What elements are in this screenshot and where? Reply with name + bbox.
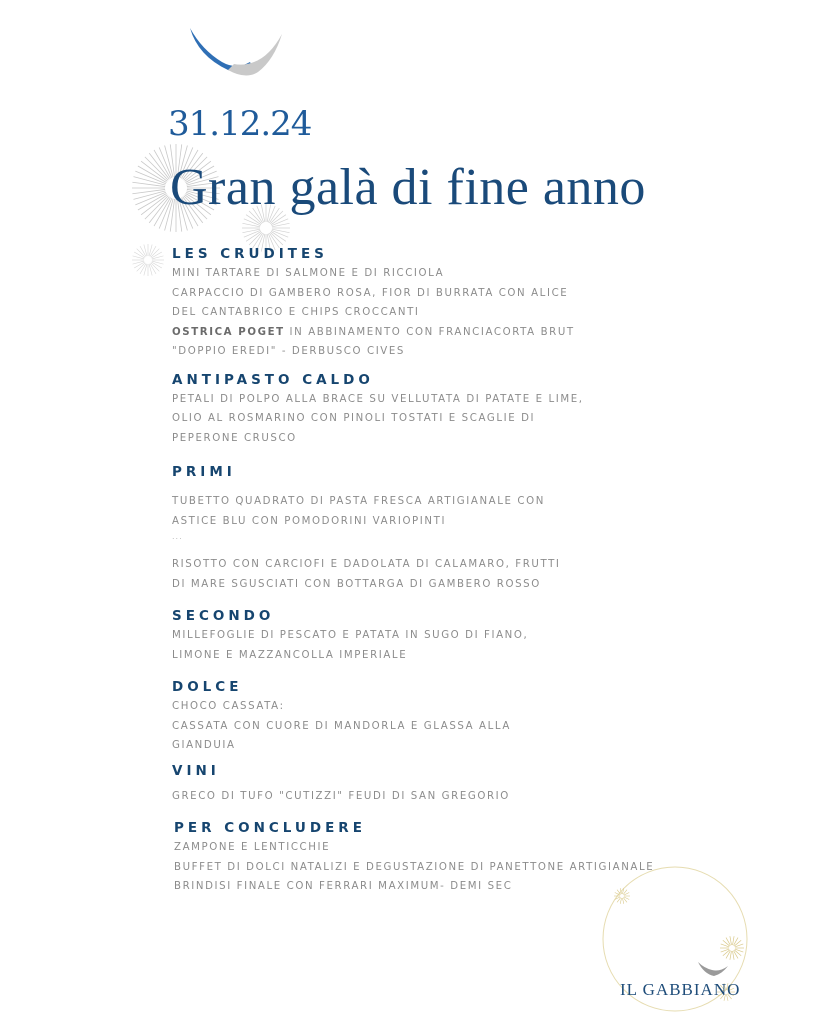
menu-item: ASTICE BLU CON POMODORINI VARIOPINTI: [172, 515, 447, 527]
menu-item: ZAMPONE E LENTICCHIE: [174, 842, 331, 853]
page-title: Gran galà di fine anno: [170, 159, 646, 216]
section-title: PRIMI: [172, 464, 236, 480]
section-secondo: [172, 606, 772, 665]
menu-item: BUFFET DI DOLCI NATALIZI E DEGUSTAZIONE DI PANETTONE ARTIGIANALE: [174, 861, 655, 873]
section-les-crudites: [172, 244, 772, 362]
separator: ...: [172, 532, 183, 541]
menu-item: LIMONE E MAZZANCOLLA IMPERIALE: [172, 649, 408, 661]
section-title: LES CRUDITES: [172, 246, 328, 262]
menu-item: [172, 323, 772, 343]
section-title: SECONDO: [172, 608, 275, 624]
menu-item: MINI TARTARE DI SALMONE E DI RICCIOLA: [172, 268, 445, 279]
menu-item: PEPERONE CRUSCO: [172, 432, 297, 444]
menu-item: CHOCO CASSATA:: [172, 701, 285, 712]
menu-item: DEL CANTABRICO E CHIPS CROCCANTI: [172, 307, 420, 318]
menu-item: MILLEFOGLIE DI PESCATO E PATATA IN SUGO DI FIANO,: [172, 630, 529, 641]
section-title: DOLCE: [172, 679, 243, 695]
item-text: IN ABBINAMENTO CON FRANCIACORTA BRUT: [284, 326, 575, 338]
menu-item: CASSATA CON CUORE DI MANDORLA E GLASSA ALLA: [172, 720, 511, 732]
menu-item: GIANDUIA: [172, 740, 236, 751]
section-title: VINI: [172, 762, 220, 779]
section-primi: [172, 462, 772, 594]
section-dolce: [172, 677, 772, 756]
menu-item: CARPACCIO DI GAMBERO ROSA, FIOR DI BURRATA CON ALICE: [172, 287, 569, 299]
menu-item: DI MARE SGUSCIATI CON BOTTARGA DI GAMBERO ROSSO: [172, 578, 541, 590]
gull-chevron-icon: [188, 26, 284, 86]
menu-item: PETALI DI POLPO ALLA BRACE SU VELLUTATA DI PATATE E LIME,: [172, 393, 584, 405]
event-date: 31.12.24: [168, 104, 312, 144]
menu: [172, 244, 772, 897]
section-title: ANTIPASTO CALDO: [172, 371, 374, 388]
section-title: PER CONCLUDERE: [174, 820, 366, 836]
menu-item: TUBETTO QUADRATO DI PASTA FRESCA ARTIGIANALE CON: [172, 496, 545, 507]
brand-name: IL GABBIANO: [620, 980, 741, 999]
menu-item: OLIO AL ROSMARINO CON PINOLI TOSTATI E SCAGLIE DI: [172, 413, 536, 424]
gull-chevron-icon: [698, 962, 728, 976]
section-antipasto-caldo: [172, 370, 772, 449]
menu-item: BRINDISI FINALE CON FERRARI MAXIMUM- DEMI SEC: [174, 881, 513, 892]
item-highlight: OSTRICA POGET: [172, 326, 285, 338]
section-vini: [172, 761, 772, 807]
menu-item: "DOPPIO EREDI" - DERBUSCO CIVES: [172, 346, 405, 357]
menu-item: GRECO DI TUFO "CUTIZZI" FEUDI DI SAN GREGORIO: [172, 790, 510, 802]
menu-item: RISOTTO CON CARCIOFI E DADOLATA DI CALAMARO, FRUTTI: [172, 559, 561, 570]
